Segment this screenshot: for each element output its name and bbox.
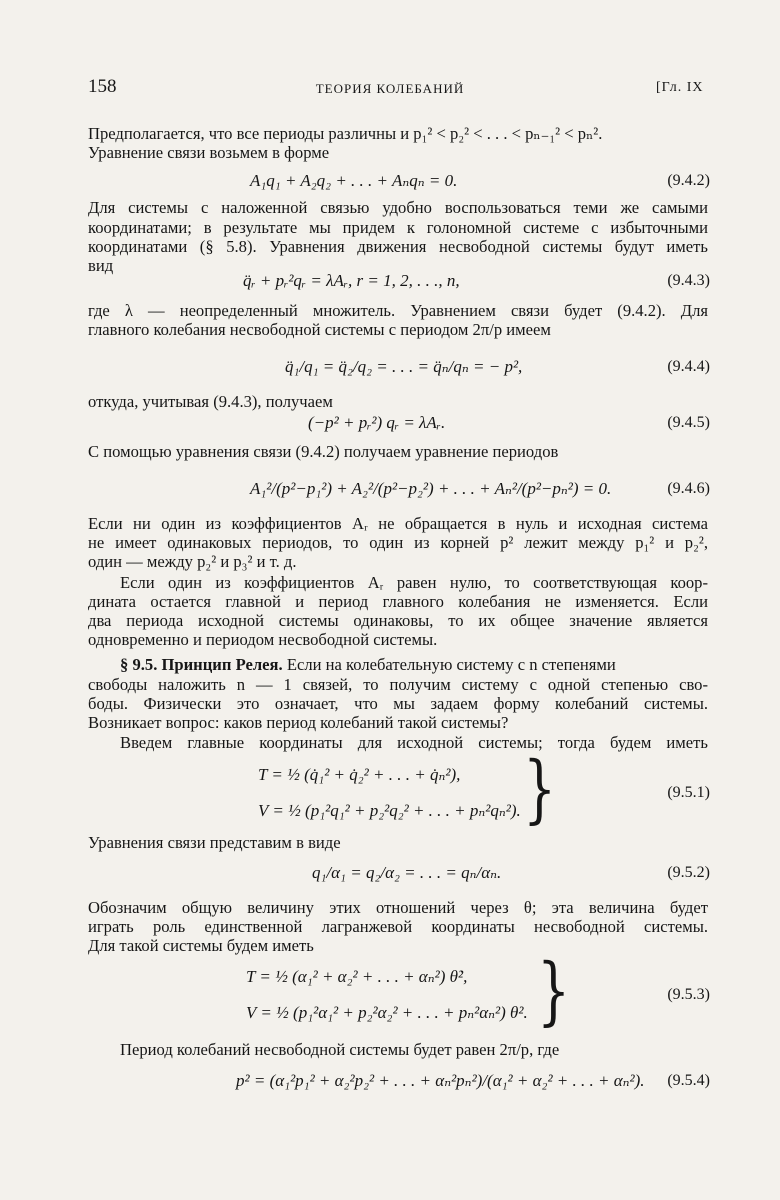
text-line: Для такой системы будем иметь [88,936,314,955]
right-brace: } [537,948,571,1034]
section-title: § 9.5. Принцип Релея. [120,655,283,674]
running-title: ТЕОРИЯ КОЛЕБАНИЙ [315,81,465,96]
text-line: Уравнения связи представим в виде [88,833,341,852]
equation-number: (9.5.2) [667,864,710,881]
text-line: Введем главные координаты для исходной системы; тогда будем иметь [120,733,708,752]
text-line: Обозначим общую величину этих отношений через θ; эта величина будет [88,898,708,917]
equation-9-5-4: p² = (α₁²p₁² + α₂²p₂² + . . . + αₙ²pₙ²)/(α₁² + α₂² + . . . + αₙ²). [236,1071,645,1090]
text-line: вид [88,256,114,275]
text-line: дината остается главной и период главного колебания не изменяется. Если [88,592,708,611]
text-line: Уравнение связи возьмем в форме [88,143,330,162]
equation-9-4-3: q̈ᵣ + pᵣ²qᵣ = λAᵣ, r = 1, 2, . . ., n, [243,271,460,290]
equation-number: (9.4.3) [667,272,710,289]
text-line: Если один из коэффициентов Aᵣ равен нулю, то соответствующая коор- [120,573,708,592]
text-line: Предполагается, что все периоды различны и p₁² < p₂² < . . . < pₙ₋₁² < pₙ². [88,124,603,143]
chapter-label: [Гл. IX [656,80,704,95]
equation-number: (9.5.4) [667,1072,710,1089]
equation-9-4-5: (−p² + pᵣ²) qᵣ = λAᵣ. [308,413,446,432]
page-number: 158 [88,76,117,97]
text-line: координатами; в результате мы придем к голономной системе с избыточными [88,218,708,237]
text-line: Для системы с наложенной связью удобно воспользоваться теми же самыми [88,198,708,217]
section-text: Если на колебательную систему с n степенями [286,655,616,674]
equation-number: (9.5.1) [667,784,710,801]
equation-number: (9.4.2) [667,172,710,189]
text-line: свободы наложить n — 1 связей, то получим систему с одной степенью сво- [88,675,708,694]
text-line: Если ни один из коэффициентов Aᵣ не обращается в нуль и исходная система [88,514,708,533]
text-line: боды. Физически это означает, что мы задаем форму колебаний системы. [88,694,708,713]
text-line: играть роль единственной лагранжевой координаты несвободной системы. [88,917,708,936]
text-line: одновременно и периодом несвободной системы. [88,630,438,649]
section-heading-line [88,655,708,675]
text-line: один — между p₂² и p₃² и т. д. [88,552,297,571]
equation-number: (9.4.6) [667,480,710,497]
text-line: два периода исходной системы одинаковы, то их общее значение является [88,611,708,630]
equation-number: (9.4.5) [667,414,710,431]
right-brace: } [523,746,557,832]
text-line: С помощью уравнения связи (9.4.2) получаем уравнение периодов [88,442,559,461]
equation-9-4-6: A₁²/(p²−p₁²) + A₂²/(p²−p₂²) + . . . + Aₙ²/(p²−pₙ²) = 0. [250,479,612,498]
equation-9-5-2: q₁/α₁ = q₂/α₂ = . . . = qₙ/αₙ. [312,863,502,882]
equation-9-4-2: A₁q₁ + A₂q₂ + . . . + Aₙqₙ = 0. [250,171,458,190]
text-line: координатами (§ 5.8). Уравнения движения несвободной системы будут иметь [88,237,708,256]
equation-9-5-3-T: T = ½ (α₁² + α₂² + . . . + αₙ²) θ̇², [246,967,468,986]
text-line: откуда, учитывая (9.4.3), получаем [88,392,333,411]
text-line: Возникает вопрос: каков период колебаний такой системы? [88,713,509,732]
equation-number: (9.4.4) [667,358,710,375]
text-line: Период колебаний несвободной системы будет равен 2π/p, где [120,1040,560,1059]
equation-9-5-3-V: V = ½ (p₁²α₁² + p₂²α₂² + . . . + pₙ²αₙ²) θ². [246,1003,528,1022]
equation-number: (9.5.3) [667,986,710,1003]
equation-9-4-4: q̈₁/q₁ = q̈₂/q₂ = . . . = q̈ₙ/qₙ = − p², [285,357,523,376]
equation-9-5-1-T: T = ½ (q̇₁² + q̇₂² + . . . + q̇ₙ²), [258,765,461,784]
text-line: где λ — неопределенный множитель. Уравнением связи будет (9.4.2). Для [88,301,708,320]
text-line: главного колебания несвободной системы с периодом 2π/p имеем [88,320,551,339]
text-line: не имеет одинаковых периодов, то один из корней p² лежит между p₁² и p₂², [88,533,708,552]
equation-9-5-1-V: V = ½ (p₁²q₁² + p₂²q₂² + . . . + pₙ²qₙ²). [258,801,521,820]
